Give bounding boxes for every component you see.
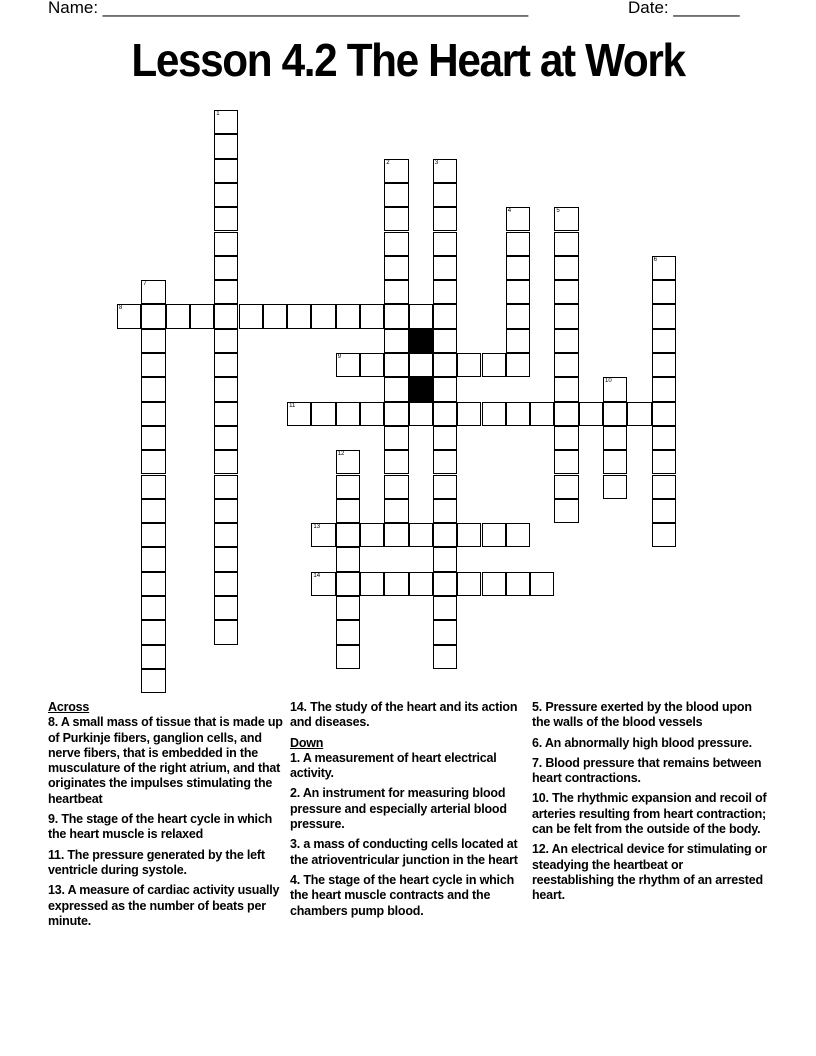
clue-number-label: 6 [653, 256, 657, 263]
clue-item [532, 791, 768, 837]
crossword-cell[interactable] [336, 645, 360, 669]
crossword-cell[interactable] [336, 523, 360, 547]
crossword-cell[interactable] [141, 402, 165, 426]
clue-number-label: 2 [386, 159, 390, 166]
crossword-cell[interactable] [384, 207, 408, 231]
crossword-cell[interactable] [214, 110, 238, 134]
crossword-cell[interactable] [214, 134, 238, 158]
crossword-cell[interactable] [336, 402, 360, 426]
clue-text: A small mass of tissue that is made up of Purkinje fibers, ganglion cells, and nerve fibers, that is embedded in the musculature of the right atrium, and that originates the impulses stimulating the heartbeat [48, 715, 283, 806]
crossword-cell[interactable] [214, 450, 238, 474]
crossword-cell[interactable] [141, 596, 165, 620]
crossword-cell[interactable] [360, 353, 384, 377]
crossword-cell[interactable] [214, 547, 238, 571]
clue-number: 1. [290, 750, 303, 765]
crossword-cell[interactable] [141, 426, 165, 450]
crossword-cell[interactable] [141, 475, 165, 499]
clue-item [290, 837, 526, 868]
crossword-cell[interactable] [214, 572, 238, 596]
crossword-cell[interactable] [336, 304, 360, 328]
crossword-cell[interactable] [239, 304, 263, 328]
crossword-cell[interactable] [652, 329, 676, 353]
crossword-cell[interactable] [287, 304, 311, 328]
clue-item [48, 715, 284, 807]
crossword-cell[interactable] [311, 523, 335, 547]
crossword-cell[interactable] [506, 329, 530, 353]
clue-number: 10. [532, 791, 553, 806]
crossword-cell[interactable] [141, 620, 165, 644]
crossword-cell[interactable] [384, 353, 408, 377]
clue-item [532, 756, 768, 787]
crossword-cell[interactable] [141, 572, 165, 596]
crossword-cell[interactable] [603, 475, 627, 499]
crossword-cell[interactable] [384, 280, 408, 304]
crossword-cell[interactable] [433, 572, 457, 596]
crossword-cell[interactable] [263, 304, 287, 328]
crossword-cell[interactable] [141, 499, 165, 523]
crossword-cell[interactable] [433, 159, 457, 183]
crossword-cell[interactable] [652, 280, 676, 304]
crossword-cell[interactable] [141, 377, 165, 401]
crossword-cell[interactable] [554, 353, 578, 377]
clue-number-label: 10 [605, 378, 612, 385]
clue-number: 7. [532, 755, 546, 770]
clue-item [290, 873, 526, 919]
clue-text: The pressure generated by the left ventricle during systole. [48, 847, 265, 877]
clue-number-label: 12 [337, 451, 345, 458]
clue-number: 8. [48, 715, 61, 730]
clue-number-label: 8 [119, 305, 123, 312]
crossword-cell[interactable] [433, 304, 457, 328]
crossword-cell[interactable] [141, 450, 165, 474]
clue-number-label: 14 [313, 572, 321, 579]
crossword-cell[interactable] [433, 620, 457, 644]
crossword-cell[interactable] [141, 304, 165, 328]
crossword-cell[interactable] [409, 353, 433, 377]
clue-number: 14. [290, 700, 311, 714]
clue-text: The study of the heart and its action and diseases. [290, 700, 518, 730]
crossword-cell[interactable] [433, 402, 457, 426]
crossword-cell[interactable] [652, 304, 676, 328]
crossword-cell[interactable] [384, 377, 408, 401]
crossword-cell[interactable] [141, 645, 165, 669]
clue-item [290, 700, 526, 731]
clue-number: 11. [48, 847, 68, 862]
clue-text: A measure of cardiac activity usually expressed as the number of beats per minute. [48, 883, 280, 928]
crossword-cell[interactable] [214, 207, 238, 231]
crossword-cell[interactable] [384, 523, 408, 547]
crossword-cell[interactable] [433, 377, 457, 401]
clue-item [48, 848, 284, 879]
crossword-cell[interactable] [409, 523, 433, 547]
blocked-cell [409, 329, 433, 353]
crossword-cell[interactable] [311, 402, 335, 426]
crossword-cell[interactable] [384, 159, 408, 183]
clues-column-1 [48, 700, 284, 934]
clue-number: 4. [290, 872, 304, 887]
crossword-cell[interactable] [554, 329, 578, 353]
crossword-cell[interactable] [433, 329, 457, 353]
clue-text: A measurement of heart electrical activity. [290, 750, 497, 781]
crossword-cell[interactable] [506, 304, 530, 328]
clue-number: 5. [532, 700, 546, 714]
crossword-cell[interactable] [214, 256, 238, 280]
crossword-cell[interactable] [141, 353, 165, 377]
crossword-cell[interactable] [506, 572, 530, 596]
crossword-cell[interactable] [214, 620, 238, 644]
crossword-cell[interactable] [482, 523, 506, 547]
crossword-cell[interactable] [336, 450, 360, 474]
crossword-cell[interactable] [141, 329, 165, 353]
crossword-cell[interactable] [214, 353, 238, 377]
crossword-cell[interactable] [336, 499, 360, 523]
clue-item [532, 842, 768, 903]
crossword-cell[interactable] [554, 426, 578, 450]
crossword-cell[interactable] [360, 523, 384, 547]
clue-number: 9. [48, 812, 62, 827]
crossword-cell[interactable] [433, 475, 457, 499]
crossword-cell[interactable] [409, 304, 433, 328]
crossword-cell[interactable] [554, 377, 578, 401]
crossword-cell[interactable] [214, 402, 238, 426]
clue-item [48, 812, 284, 843]
crossword-cell[interactable] [652, 426, 676, 450]
crossword-cell[interactable] [384, 499, 408, 523]
crossword-cell[interactable] [433, 256, 457, 280]
blocked-cell [409, 377, 433, 401]
crossword-cell[interactable] [433, 280, 457, 304]
crossword-cell[interactable] [384, 572, 408, 596]
crossword-cell[interactable] [506, 232, 530, 256]
crossword-cell[interactable] [554, 499, 578, 523]
crossword-cell[interactable] [384, 183, 408, 207]
crossword-cell[interactable] [482, 572, 506, 596]
crossword-cell[interactable] [384, 450, 408, 474]
crossword-cell[interactable] [457, 572, 481, 596]
crossword-cell[interactable] [482, 353, 506, 377]
crossword-cell[interactable] [214, 499, 238, 523]
crossword-cell[interactable] [433, 426, 457, 450]
clues-column-2 [290, 700, 526, 924]
clue-text: Pressure exerted by the blood upon the walls of the blood vessels [532, 700, 752, 730]
crossword-cell[interactable] [287, 402, 311, 426]
crossword-cell[interactable] [214, 183, 238, 207]
crossword-cell[interactable] [166, 304, 190, 328]
clue-text: The rhythmic expansion and recoil of arteries resulting from heart contraction; can be felt from the outside of the body. [532, 791, 767, 837]
crossword-cell[interactable] [506, 353, 530, 377]
clue-text: a mass of conducting cells located at the atrioventricular junction in the heart [290, 837, 518, 867]
crossword-cell[interactable] [384, 304, 408, 328]
crossword-cell[interactable] [554, 450, 578, 474]
crossword-cell[interactable] [482, 402, 506, 426]
crossword-cell[interactable] [141, 280, 165, 304]
crossword-cell[interactable] [409, 572, 433, 596]
crossword-cell[interactable] [652, 256, 676, 280]
crossword-cell[interactable] [554, 207, 578, 231]
crossword-cell[interactable] [554, 280, 578, 304]
crossword-cell[interactable] [433, 645, 457, 669]
crossword-cell[interactable] [554, 402, 578, 426]
crossword-cell[interactable] [433, 183, 457, 207]
crossword-cell[interactable] [506, 256, 530, 280]
clue-number-label: 7 [143, 281, 147, 288]
crossword-cell[interactable] [603, 426, 627, 450]
crossword-cell[interactable] [433, 353, 457, 377]
crossword-cell[interactable] [360, 304, 384, 328]
clue-text: The stage of the heart cycle in which the heart muscle contracts and the chambers pump blood. [290, 872, 515, 918]
crossword-cell[interactable] [141, 547, 165, 571]
crossword-cell[interactable] [214, 159, 238, 183]
crossword-cell[interactable] [384, 402, 408, 426]
crossword-cell[interactable] [117, 304, 141, 328]
crossword-cell[interactable] [141, 523, 165, 547]
clue-number: 13. [48, 883, 68, 898]
crossword-cell[interactable] [214, 232, 238, 256]
crossword-cell[interactable] [311, 572, 335, 596]
crossword-cell[interactable] [384, 426, 408, 450]
crossword-cell[interactable] [457, 523, 481, 547]
clue-number: 2. [290, 786, 303, 801]
clue-number-label: 3 [434, 159, 439, 166]
clue-number-label: 1 [216, 111, 220, 117]
clue-text: An instrument for measuring blood pressure and especially arterial blood pressure. [290, 786, 507, 832]
crossword-cell[interactable] [433, 232, 457, 256]
crossword-cell[interactable] [336, 572, 360, 596]
crossword-cell[interactable] [336, 475, 360, 499]
crossword-cell[interactable] [433, 450, 457, 474]
clue-number: 3. [290, 837, 304, 852]
crossword-cell[interactable] [311, 304, 335, 328]
crossword-cell[interactable] [214, 596, 238, 620]
crossword-cell[interactable] [652, 377, 676, 401]
crossword-cell[interactable] [652, 402, 676, 426]
crossword-cell[interactable] [214, 426, 238, 450]
clue-item [532, 736, 768, 751]
crossword-cell[interactable] [506, 523, 530, 547]
crossword-cell[interactable] [652, 353, 676, 377]
clue-text: An electrical device for stimulating or steadying the heartbeat or reestablishing the rhythm of an arrested heart. [532, 842, 767, 903]
clue-number: 12. [532, 842, 552, 857]
crossword-cell[interactable] [214, 329, 238, 353]
crossword-cell[interactable] [360, 572, 384, 596]
crossword-cell[interactable] [433, 499, 457, 523]
crossword-cell[interactable] [554, 475, 578, 499]
across-heading: Across [48, 700, 90, 714]
crossword-cell[interactable] [652, 499, 676, 523]
clue-number-label: 5 [556, 208, 560, 215]
clue-text: Blood pressure that remains between heart contractions. [532, 755, 762, 786]
crossword-cell[interactable] [579, 402, 603, 426]
crossword-cell[interactable] [554, 304, 578, 328]
crossword-cell[interactable] [214, 304, 238, 328]
crossword-cell[interactable] [603, 450, 627, 474]
crossword-cell[interactable] [360, 402, 384, 426]
crossword-cell[interactable] [627, 402, 651, 426]
crossword-cell[interactable] [506, 402, 530, 426]
clue-text: The stage of the heart cycle in which the heart muscle is relaxed [48, 812, 273, 842]
crossword-cell[interactable] [433, 207, 457, 231]
clue-number-label: 9 [337, 354, 342, 360]
clue-text: An abnormally high blood pressure. [544, 735, 752, 750]
crossword-cell[interactable] [506, 207, 530, 231]
crossword-cell[interactable] [336, 547, 360, 571]
crossword-cell[interactable] [214, 377, 238, 401]
down-heading: Down [290, 735, 324, 750]
crossword-cell[interactable] [652, 450, 676, 474]
crossword-cell[interactable] [384, 475, 408, 499]
crossword-cell[interactable] [603, 402, 627, 426]
crossword-cell[interactable] [433, 547, 457, 571]
clue-number-label: 4 [507, 208, 512, 215]
crossword-cell[interactable] [214, 475, 238, 499]
crossword-cell[interactable] [457, 402, 481, 426]
crossword-cell[interactable] [554, 256, 578, 280]
crossword-cell[interactable] [384, 256, 408, 280]
crossword-cell[interactable] [652, 523, 676, 547]
crossword-cell[interactable] [336, 620, 360, 644]
crossword-cell[interactable] [433, 596, 457, 620]
crossword-cell[interactable] [603, 377, 627, 401]
crossword-cell[interactable] [336, 353, 360, 377]
name-field-label: Name: _____________________________________________ [48, 0, 529, 17]
crossword-cell[interactable] [336, 596, 360, 620]
crossword-cell[interactable] [384, 232, 408, 256]
crossword-cell[interactable] [530, 572, 554, 596]
crossword-cell[interactable] [530, 402, 554, 426]
clue-item [48, 883, 284, 929]
crossword-cell[interactable] [506, 280, 530, 304]
crossword-cell[interactable] [433, 523, 457, 547]
clue-item [532, 700, 768, 731]
page-title: Lesson 4.2 The Heart at Work [131, 34, 685, 86]
crossword-cell[interactable] [214, 523, 238, 547]
crossword-cell[interactable] [384, 329, 408, 353]
clue-item [290, 751, 526, 782]
crossword-cell[interactable] [554, 232, 578, 256]
crossword-cell[interactable] [652, 475, 676, 499]
date-field-label: Date: _______ [628, 0, 740, 17]
clue-number: 6. [532, 735, 545, 750]
crossword-cell[interactable] [457, 353, 481, 377]
crossword-cell[interactable] [190, 304, 214, 328]
clues-column-3 [532, 700, 768, 909]
clue-number-label: 13 [313, 524, 321, 531]
clue-item [290, 786, 526, 832]
crossword-cell[interactable] [141, 669, 165, 693]
crossword-cell[interactable] [409, 402, 433, 426]
clue-number-label: 11 [289, 402, 296, 409]
crossword-cell[interactable] [214, 280, 238, 304]
